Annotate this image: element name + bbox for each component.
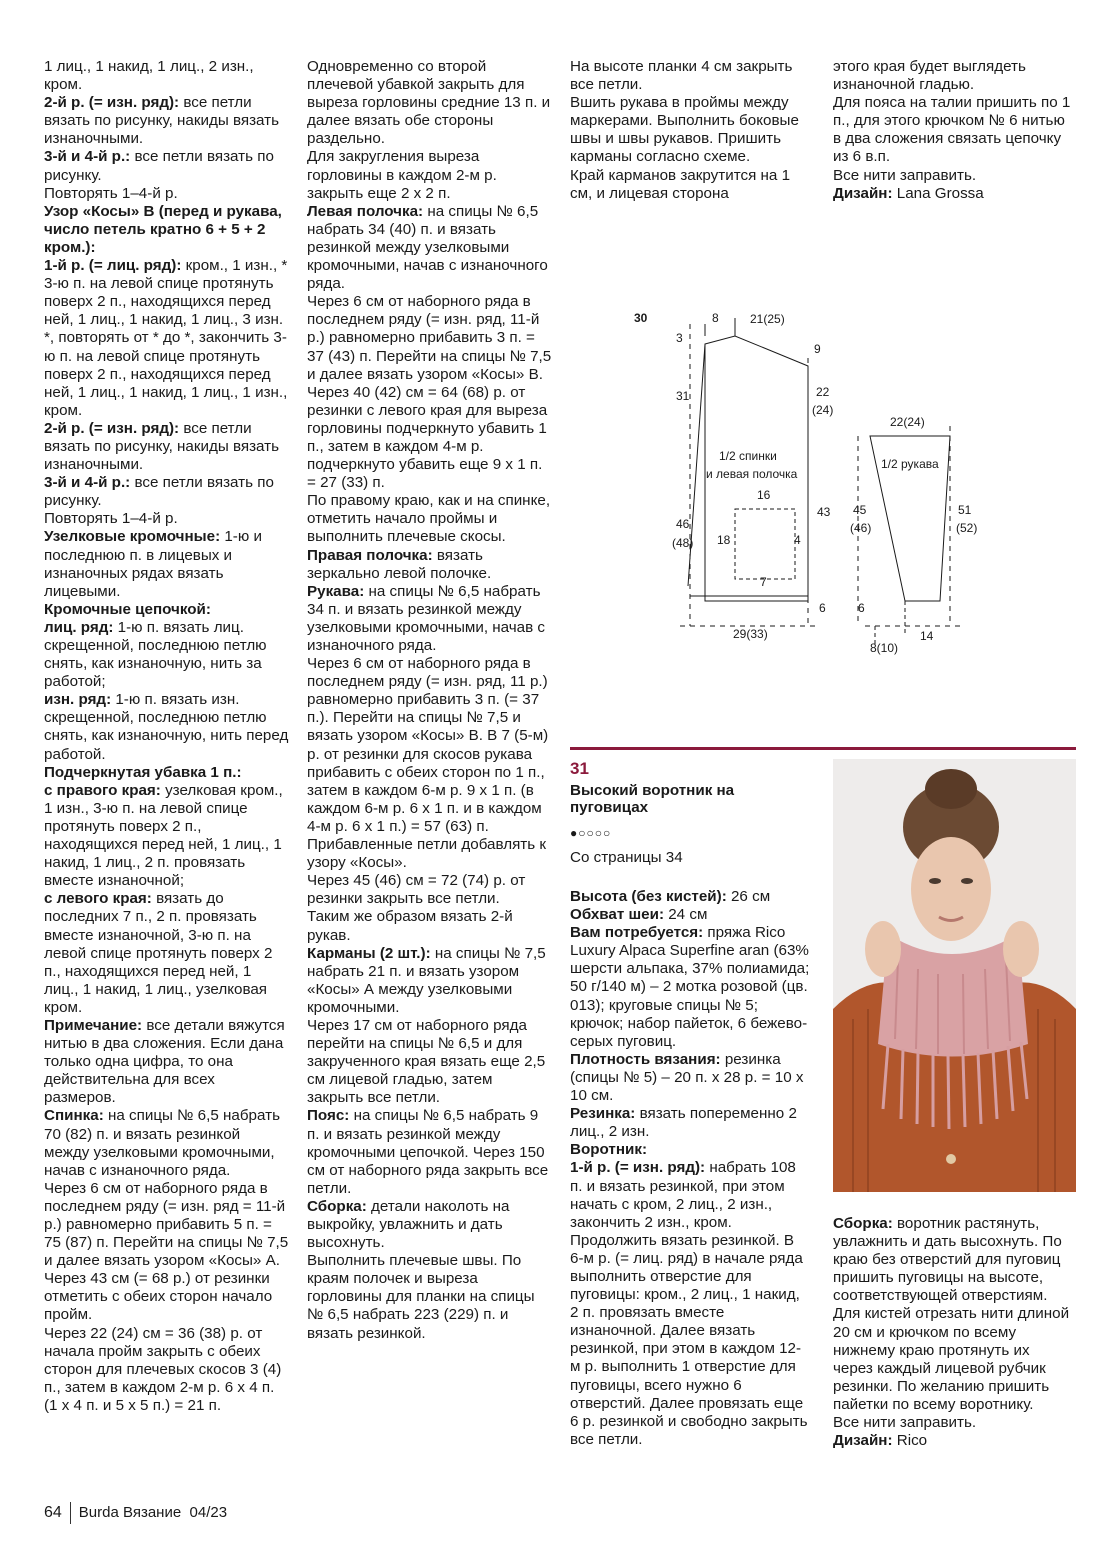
paragraph-text: 1 лиц., 1 накид, 1 лиц., 2 изн., кром. — [44, 58, 254, 94]
paragraph-label: 1-й р. (= лиц. ряд): — [44, 257, 182, 275]
paragraph-text: на спицы № 6,5 набрать 70 (82) п. и вязать резинкой между узелковыми кромочными, начав с изнаночного ряда. — [44, 1107, 280, 1179]
schema-label: 22 — [816, 385, 830, 399]
paragraph-text: на спицы № 6,5 набрать 34 п. и вязать резинкой между узелковыми кромочными, начав с изнаночного ряда. — [307, 582, 545, 654]
paragraph-label: Сборка: — [833, 1215, 893, 1232]
schema-label: (52) — [956, 521, 978, 535]
paragraph-text: Через 40 (42) см = 64 (68) р. от резинки с левого края для выреза горловины подчеркнуто убавить 1 п., затем в каждом 4-м р. подчеркнуто убавить еще 9 х 1 п. = 27 (33) п. — [307, 383, 548, 492]
paragraph-text: кром., 1 изн., * 3-ю п. на левой спице протянуть поверх 2 п., находящихся перед ней, 1 лиц., 1 накид, 1 лиц., 3 изн. *, повторять от * до *, закончить 3-ю п. на левой спице протянуть поверх 2 п., находящихся перед ней, 1 лиц., 1 накид, 1 лиц., 1 изн., кром. — [44, 257, 288, 419]
schema-label: (46) — [850, 521, 872, 535]
paragraph-label: Плотность вязания: — [570, 1050, 721, 1068]
paragraph-label: Кромочные цепочкой: — [44, 600, 211, 618]
schema-label: 9 — [814, 342, 821, 356]
paragraph-label: Рукава: — [307, 582, 365, 600]
paragraph-text: 1-ю п. вязать изн. скрещенной, последнюю петлю снять, как изнаночную, нить перед работой. — [44, 691, 289, 763]
schema-label: 43 — [817, 505, 831, 519]
paragraph-text: Через 6 см от наборного ряда в последнем ряду (= изн. ряд = 11-й р.) равномерно прибавить 5 п. = 75 (87) п. Перейти на спицы № 7,5 и далее вязать узором «Косы» А. — [44, 1179, 289, 1270]
paragraph — [833, 1305, 1073, 1414]
paragraph-text: все петли вязать по рисунку, накиды вязать изнаночными. — [44, 419, 280, 474]
schema-label: 31 — [676, 389, 690, 403]
paragraph — [307, 293, 552, 383]
paragraph-label: Воротник: — [570, 1141, 648, 1159]
item31-assembly — [833, 1215, 1073, 1450]
paragraph — [570, 924, 810, 1051]
magazine-name: Burda Вязание — [78, 1503, 182, 1521]
paragraph — [44, 474, 289, 510]
paragraph — [44, 257, 289, 420]
paragraph — [44, 528, 289, 600]
paragraph-text: Через 43 см (= 68 р.) от резинки отметить с обеих сторон начало пройм. — [44, 1270, 273, 1324]
paragraph-text: вязать до последних 7 п., 2 п. провязать вместе изнаночной, 3-ю п. на левой спице протянуть поверх 2 п., находящихся перед ней, 1 лиц., 1 накид, 1 лиц., узелковая кром. — [44, 890, 273, 1016]
schema-label: 46 — [676, 517, 690, 531]
schema-label: 1/2 рукава — [881, 457, 939, 471]
paragraph-text: На высоте планки 4 см закрыть все петли. — [570, 58, 793, 94]
paragraph-text: этого края будет выглядеть изнаночной гладью. — [833, 58, 1026, 94]
paragraph — [307, 1252, 552, 1342]
paragraph — [44, 782, 289, 891]
paragraph-text: 1-ю и последнюю п. в лицевых и изнаночных рядах вязать лицевыми. — [44, 528, 262, 600]
paragraph — [44, 1270, 289, 1324]
paragraph — [44, 185, 289, 203]
schema-label: (48) — [672, 536, 694, 550]
paragraph-text: на спицы № 7,5 набрать 21 п. и вязать узором «Косы» А между узелковыми кромочными. — [307, 944, 546, 1016]
paragraph-text: вязать попеременно 2 лиц., 2 изн. — [570, 1105, 797, 1141]
paragraph-text: резинка (спицы № 5) – 20 п. х 28 р. = 10 х 10 см. — [570, 1050, 804, 1105]
paragraph-label: с правого края: — [44, 781, 161, 799]
paragraph-text: все петли вязать по рисунку, накиды вязать изнаночными. — [44, 94, 280, 148]
paragraph-text: 1-ю п. вязать лиц. скрещенной, последнюю петлю снять, как изнаночную, нить за работой; — [44, 618, 267, 691]
paragraph — [833, 58, 1073, 94]
paragraph — [307, 945, 552, 1017]
paragraph — [570, 1141, 810, 1159]
paragraph-label: Высота (без кистей): — [570, 888, 727, 905]
paragraph — [570, 58, 810, 94]
paragraph — [44, 510, 289, 528]
paragraph — [44, 1107, 289, 1179]
paragraph-label: Дизайн: — [833, 184, 893, 202]
paragraph — [570, 167, 810, 203]
paragraph-label: Вам потребуется: — [570, 924, 704, 942]
paragraph-text: Rico — [892, 1432, 928, 1450]
paragraph — [307, 583, 552, 655]
paragraph — [44, 1325, 289, 1415]
paragraph-label: лиц. ряд: — [44, 618, 114, 636]
paragraph-text: Через 17 см от наборного ряда перейти на спицы № 6,5 и для закрученного края вязать еще 2,5 см лицевой гладью, затем закрыть все петли. — [307, 1016, 546, 1107]
paragraph — [307, 1107, 552, 1197]
paragraph — [570, 1159, 810, 1449]
paragraph-label: Сборка: — [307, 1197, 367, 1215]
page-number: 64 — [44, 1503, 62, 1521]
paragraph — [307, 1017, 552, 1107]
paragraph-text: на спицы № 6,5 набрать 9 п. и вязать резинкой между кромочными цепочкой. Через 150 см от наборного ряда закрыть все петли. — [307, 1107, 549, 1197]
paragraph-label: Пояс: — [307, 1107, 350, 1125]
paragraph-label: 2-й р. (= изн. ряд): — [44, 94, 180, 112]
paragraph-text: Через 6 см от наборного ряда в последнем ряду (= изн. ряд, 11-й р.) равномерно прибавить 3 п. = 37 (43) п. Перейти на спицы № 7,5 и далее вязать узором «Косы» В. — [307, 293, 552, 383]
difficulty-rating: ●○○○○ — [570, 826, 612, 840]
paragraph-text: Через 22 (24) см = 36 (38) р. от начала пройм закрыть с обеих сторон для плечевых скосов 3 (4) п., затем в каждом 2-м р. 6 х 4 п. (1 х 4 п. и 5 х 5 п.) = 21 п. — [44, 1324, 282, 1414]
paragraph — [44, 764, 289, 782]
paragraph — [307, 655, 552, 872]
schema-label: 6 — [858, 601, 865, 615]
paragraph — [307, 148, 552, 202]
paragraph-text: на спицы № 6,5 набрать 34 (40) п. и вязать резинкой между узелковыми кромочными, начав с изнаночного ряда. — [307, 202, 548, 293]
text-column-3 — [570, 58, 810, 203]
paragraph — [44, 1017, 289, 1107]
paragraph-text: Через 6 см от наборного ряда в последнем ряду (= изн. ряд, 11 р.) равномерно прибавить 3 п. (= 37 п.). Перейти на спицы № 7,5 и вязать узором «Косы» В. В 7 (5-м) р. от резинки для скосов рукава прибавить с обеих сторон по 1 п., затем в каждом 6-м р. 9 х 1 п. (в каждом 6-м р. 6 х 1 п. и в каждом 4-м р. 6 х 1 п.) = 57 (63) п. Прибавленные петли добавлять к узору «Косы». — [307, 655, 549, 872]
item-number: 31 — [570, 759, 589, 778]
paragraph-text: узелковая кром., 1 изн., 3-ю п. на левой спице протянуть поверх 2 п., находящихся перед ней, 1 лиц., 1 накид, 1 лиц., 2 п. провязать вместе изнаночной; — [44, 781, 283, 890]
paragraph-text: пряжа Rico Luxury Alpaca Superfine aran (63% шерсти альпака, 37% полиамида; 50 г/140 м) – 2 мотка розовой (цв. 013); круговые спицы № 5; крючок; набор пайеток, 6 бежево-серых пуговиц. — [570, 924, 810, 1050]
schema-label: 22(24) — [890, 415, 925, 429]
schema-label: 6 — [819, 601, 826, 615]
paragraph — [44, 601, 289, 619]
paragraph-label: Узор «Косы» В (перед и рукава, число петель кратно 6 + 5 + 2 кром.): — [44, 202, 282, 256]
schema-label: 4 — [794, 533, 801, 547]
schema-label: 7 — [760, 575, 767, 589]
paragraph — [307, 58, 552, 148]
schema-label: 18 — [717, 533, 731, 547]
paragraph-text: все детали вяжутся нитью в два сложения. Если дана только одна цифра, то она действительна для всех размеров. — [44, 1016, 285, 1107]
paragraph — [570, 888, 810, 906]
page-footer — [44, 1502, 227, 1524]
text-column-1 — [44, 58, 289, 1415]
paragraph-text: Одновременно со второй плечевой убавкой закрыть для выреза горловины средние 13 п. и далее вязать обе стороны раздельно. — [307, 58, 551, 148]
paragraph — [44, 420, 289, 474]
paragraph-label: 3-й и 4-й р.: — [44, 474, 131, 492]
paragraph-text: вязать зеркально левой полочке. — [307, 546, 492, 582]
paragraph-text: Все нити заправить. — [833, 166, 977, 184]
paragraph — [570, 1051, 810, 1105]
paragraph-text: все петли вязать по рисунку. — [44, 148, 274, 184]
paragraph — [307, 492, 552, 546]
schema-label: 1/2 спинки — [719, 449, 777, 463]
paragraph — [307, 872, 552, 908]
item-title: Высокий воротник на пуговицах — [570, 782, 735, 816]
paragraph — [44, 94, 289, 148]
schema-number: 30 — [634, 311, 648, 325]
item31-body — [570, 888, 810, 1449]
paragraph-text: 26 см — [726, 888, 771, 905]
paragraph-text: Для пояса на талии пришить по 1 п., для этого крючком № 6 нитью в два сложения связать цепочку из 6 в.п. — [833, 94, 1071, 166]
paragraph-text: Таким же образом вязать 2-й рукав. — [307, 908, 513, 944]
paragraph — [570, 94, 810, 166]
issue-number: 04/23 — [189, 1503, 228, 1521]
text-column-2 — [307, 58, 552, 1343]
paragraph-label: Дизайн: — [833, 1432, 893, 1450]
paragraph — [44, 619, 289, 691]
paragraph-label: Левая полочка: — [307, 202, 424, 220]
schema-label: 51 — [958, 503, 972, 517]
paragraph-text: все петли вязать по рисунку. — [44, 474, 274, 510]
schema-label: 3 — [676, 331, 683, 345]
schema-label: 45 — [853, 503, 867, 517]
paragraph-label: Карманы (2 шт.): — [307, 944, 431, 962]
paragraph — [833, 1215, 1073, 1305]
paragraph-text: Выполнить плечевые швы. По краям полочек и выреза горловины для планки на спицы № 6,5 набрать 223 (229) п. и вязать резинкой. — [307, 1252, 535, 1342]
paragraph-label: 3-й и 4-й р.: — [44, 148, 131, 166]
paragraph — [44, 1180, 289, 1270]
section-divider — [570, 747, 1076, 750]
paragraph-text: Вшить рукава в проймы между маркерами. Выполнить боковые швы и швы рукавов. Пришить карманы согласно схеме. — [570, 94, 799, 166]
text-column-4 — [833, 58, 1073, 203]
schema-label: 8 — [712, 311, 719, 325]
schema-label: 8(10) — [870, 641, 899, 655]
paragraph — [833, 167, 1073, 185]
paragraph-label: Подчеркнутая убавка 1 п.: — [44, 763, 242, 781]
paragraph-label: с левого края: — [44, 890, 152, 908]
paragraph-label: Правая полочка: — [307, 546, 433, 564]
paragraph — [833, 1414, 1073, 1432]
paragraph-text: Для закругления выреза горловины в каждом 2-м р. закрыть еще 2 х 2 п. — [307, 148, 497, 202]
paragraph — [570, 1105, 810, 1141]
paragraph — [570, 906, 810, 924]
paragraph-label: 2-й р. (= изн. ряд): — [44, 419, 180, 437]
paragraph — [44, 890, 289, 1017]
paragraph-label: изн. ряд: — [44, 691, 112, 709]
schema-label: и левая полочка — [706, 467, 798, 481]
paragraph-label: 1-й р. (= изн. ряд): — [570, 1159, 706, 1177]
paragraph-text: Lana Grossa — [892, 184, 984, 202]
paragraph — [44, 58, 289, 94]
paragraph-label: Узелковые кромочные: — [44, 528, 221, 546]
schema-label: 14 — [920, 629, 934, 643]
paragraph — [833, 94, 1073, 166]
paragraph-text: Для кистей отрезать нити длиной 20 см и крючком по всему нижнему краю протянуть их через каждый лицевой рубчик резинки. По желанию пришить пайетки по всему воротнику. — [833, 1305, 1070, 1413]
paragraph — [44, 691, 289, 763]
paragraph — [833, 1432, 1073, 1450]
paragraph — [307, 547, 552, 583]
paragraph-text: Все нити заправить. — [833, 1414, 977, 1432]
paragraph — [44, 148, 289, 184]
paragraph — [307, 384, 552, 493]
schema-label: 29(33) — [733, 627, 768, 641]
schema-label: 21(25) — [750, 312, 785, 326]
paragraph-text: воротник растянуть, увлажнить и дать высохнуть. По краю без отверстий для пуговиц пришить пуговицы на высоте, соответствующей отверстиям. — [833, 1215, 1062, 1305]
paragraph-text: детали наколоть на выкройку, увлажнить и дать высохнуть. — [307, 1197, 510, 1252]
model-photo — [833, 759, 1076, 1192]
paragraph-text: Повторять 1–4-й р. — [44, 184, 178, 202]
paragraph — [307, 203, 552, 293]
paragraph-text: Край карманов закрутится на 1 см, и лицевая сторона — [570, 166, 791, 202]
schema-label: (24) — [812, 403, 834, 417]
schema-label: 16 — [757, 488, 771, 502]
paragraph-text: Повторять 1–4-й р. — [44, 510, 178, 528]
paragraph-text: набрать 108 п. и вязать резинкой, при этом начать с кром, 2 лиц., 2 изн., закончить 2 изн., кром. Продолжить вязать резинкой. В 6-м р. (= лиц. ряд) в начале ряда выполнить отверстие для пуговицы: кром., 2 лиц., 1 накид, 2 п. провязать вместе изнаночной. Далее вязать резинкой, при этом в каждом 12-м р. выполнить 1 отверстие для пуговицы, всего нужно 6 отверстий. Далее провязать еще 6 р. резинкой и свободно закрыть все петли. — [570, 1159, 808, 1448]
paragraph-label: Примечание: — [44, 1016, 143, 1034]
paragraph — [307, 908, 552, 944]
paragraph-label: Обхват шеи: — [570, 906, 665, 924]
paragraph — [44, 203, 289, 257]
paragraph-text: 24 см — [664, 906, 708, 924]
paragraph-label: Спинка: — [44, 1107, 104, 1125]
paragraph — [833, 185, 1073, 203]
from-page-ref: Со страницы 34 — [570, 849, 683, 866]
paragraph-text: Через 45 (46) см = 72 (74) р. от резинки закрыть все петли. — [307, 872, 526, 908]
pattern-schema-30 — [600, 296, 1000, 666]
paragraph — [307, 1198, 552, 1252]
paragraph-text: По правому краю, как и на спинке, отметить начало проймы и выполнить плечевые скосы. — [307, 492, 551, 546]
paragraph-label: Резинка: — [570, 1105, 636, 1123]
